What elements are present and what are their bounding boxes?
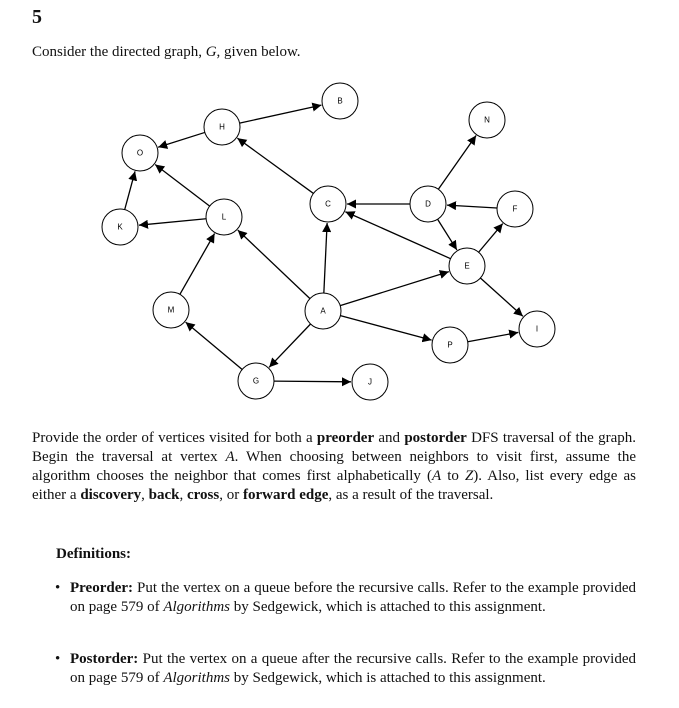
node-d: [410, 186, 446, 222]
intro-suffix: , given below.: [216, 44, 301, 60]
node-label: J: [368, 377, 372, 387]
para-text: . When choosing between neighbors to visit first, assume the algorithm chooses the neighbor that comes first alphabetically (: [32, 449, 636, 484]
definitions-title: Definitions:: [56, 546, 131, 562]
node-e: [449, 248, 485, 284]
term-postorder: postorder: [404, 430, 467, 446]
para-text: to: [441, 468, 465, 484]
para-text: , or: [219, 487, 243, 503]
node-a: [305, 293, 341, 329]
instructions-paragraph: [32, 429, 636, 505]
postorder-text: Put the vertex on a queue after the recursive calls. Refer to the example provided on page 579 of: [70, 651, 636, 686]
term-discovery: discovery: [80, 487, 142, 503]
node-label: P: [447, 340, 453, 350]
preorder-term: Preorder:: [70, 580, 134, 596]
preorder-text: by Sedgewick, which is attached to this assignment.: [230, 599, 546, 615]
edge-d-e: [438, 219, 457, 250]
para-text: ). Also, list every edge as either a: [32, 468, 637, 503]
edge-l-o: [155, 165, 210, 207]
node-j: [352, 364, 388, 400]
node-label: N: [484, 115, 490, 125]
bullet-icon: •: [55, 580, 61, 596]
node-b: [322, 83, 358, 119]
term-forward-edge: forward edge: [242, 487, 329, 503]
node-n: [469, 102, 505, 138]
node-label: G: [252, 376, 260, 386]
edge-a-e: [340, 272, 449, 306]
edge-d-n: [438, 136, 476, 190]
para-text: ,: [141, 487, 149, 503]
para-text: Provide the order of vertices visited for both a: [32, 430, 317, 446]
book-title: Algorithms: [163, 670, 230, 686]
edge-a-c: [324, 223, 327, 293]
intro-prefix: Consider the directed graph,: [32, 44, 206, 60]
bullet-icon: •: [55, 651, 61, 667]
edge-e-f: [479, 224, 503, 253]
node-label: K: [117, 222, 123, 232]
node-m: [153, 292, 189, 328]
node-label: M: [167, 305, 175, 315]
edge-f-d: [447, 205, 497, 208]
definition-postorder: [55, 650, 636, 688]
edge-e-i: [480, 278, 522, 316]
postorder-term: Postorder:: [70, 651, 139, 667]
node-h: [204, 109, 240, 145]
vertex-symbol: Z: [464, 468, 474, 484]
node-g: [238, 363, 274, 399]
edge-c-h: [237, 138, 313, 193]
edge-m-l: [180, 234, 215, 295]
para-text: ,: [179, 487, 187, 503]
node-label: E: [464, 261, 470, 271]
node-label: F: [512, 204, 518, 214]
term-cross: cross: [186, 487, 220, 503]
edge-l-k: [139, 219, 206, 225]
definition-preorder: [55, 579, 636, 617]
node-label: L: [221, 212, 227, 222]
vertex-symbol: A: [431, 468, 442, 484]
node-c: [310, 186, 346, 222]
para-text: , as a result of the traversal.: [328, 487, 494, 503]
node-k: [102, 209, 138, 245]
node-o: [122, 135, 158, 171]
node-label: A: [320, 306, 326, 316]
edge-h-o: [158, 132, 205, 147]
node-label: C: [325, 199, 331, 209]
problem-number: 5: [32, 6, 42, 28]
edge-k-o: [125, 171, 135, 209]
term-preorder: preorder: [316, 430, 375, 446]
para-text: and: [374, 430, 405, 446]
node-l: [206, 199, 242, 235]
book-title: Algorithms: [163, 599, 230, 615]
edge-p-i: [468, 332, 519, 341]
node-label: I: [535, 324, 539, 334]
edge-a-l: [238, 230, 310, 299]
edge-h-b: [240, 105, 322, 123]
node-i: [519, 311, 555, 347]
vertex-symbol: A: [225, 449, 235, 465]
edge-g-j: [274, 381, 351, 382]
para-text: DFS traversal of the graph. Begin the traversal at vertex: [32, 430, 636, 465]
edge-g-m: [186, 322, 243, 369]
edge-a-p: [340, 316, 431, 340]
graph-symbol: G: [205, 44, 217, 60]
problem-intro: [32, 44, 301, 61]
node-label: B: [337, 96, 343, 106]
term-back: back: [148, 487, 180, 503]
node-label: H: [219, 122, 225, 132]
node-p: [432, 327, 468, 363]
node-f: [497, 191, 533, 227]
preorder-text: Put the vertex on a queue before the recursive calls. Refer to the example provided on page 579 of: [70, 580, 636, 615]
postorder-text: by Sedgewick, which is attached to this assignment.: [230, 670, 546, 686]
node-label: O: [136, 148, 144, 158]
directed-graph: [0, 80, 679, 410]
edge-a-g: [269, 324, 310, 367]
node-label: D: [425, 199, 431, 209]
